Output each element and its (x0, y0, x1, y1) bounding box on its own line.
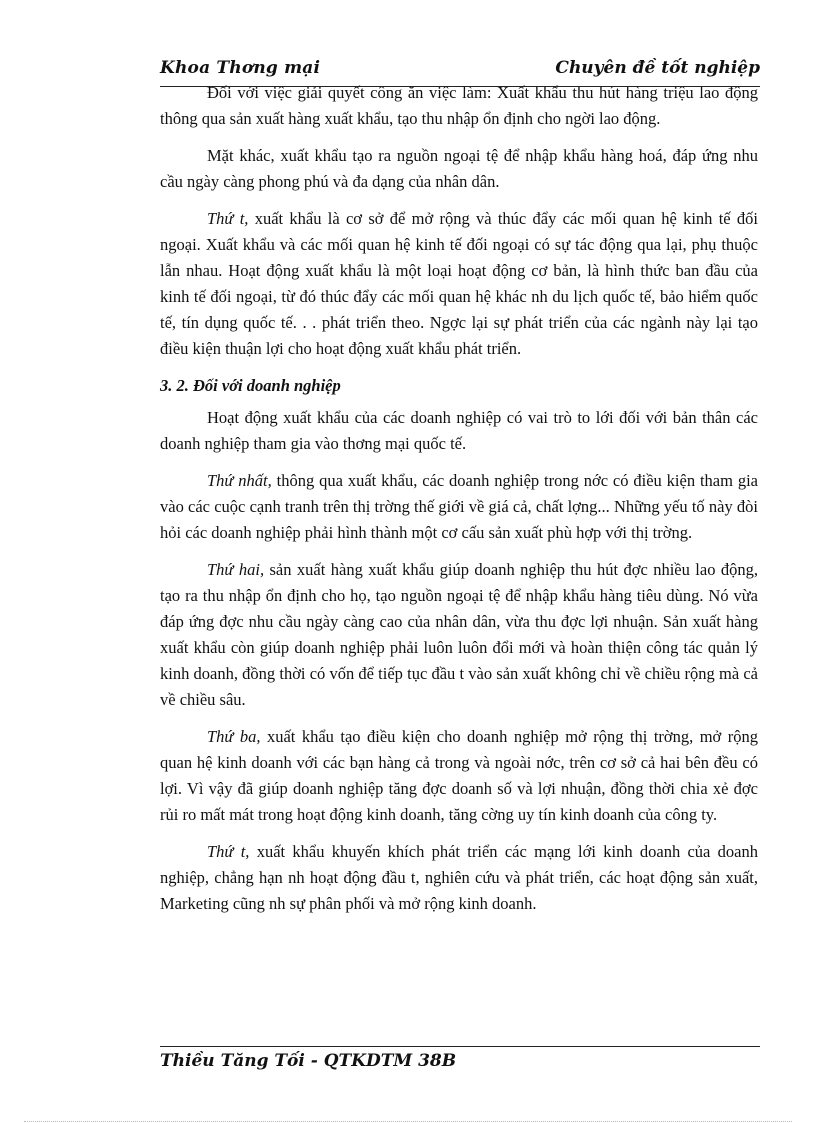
paragraph (160, 405, 758, 457)
paragraph-lead: Thứ hai, (207, 560, 265, 579)
paragraph-text: xuất khẩu khuyến khích phát triển các mạng lới kinh doanh của doanh nghiệp, chẳng hạn nh hoạt động đầu t, nghiên cứu và phát triển, các hoạt động sản xuất, Marketing cũng nh sự phân phối và mở rộng kinh doanh. (160, 842, 758, 913)
paragraph (160, 468, 758, 546)
page-content (160, 80, 758, 928)
paragraph (160, 724, 758, 828)
paragraph-lead: Thứ ba, (207, 727, 261, 746)
header-rule (160, 86, 760, 87)
paragraph (160, 80, 758, 132)
paragraph-text: sản xuất hàng xuất khẩu giúp doanh nghiệp thu hút đợc nhiều lao động, tạo ra thu nhập ổn định cho họ, tạo nguồn ngoại tệ để nhập khẩu hàng tiêu dùng. Nó vừa đáp ứng đợc nhu cầu ngày càng cao của nhân dân, vừa thu đợc lợi nhuận. Sản xuất hàng xuất khẩu còn giúp doanh nghiệp phải luôn luôn đổi mới và hoàn thiện công tác quản lý kinh doanh, đồng thời có vốn để tiếp tục đầu t vào sản xuất không chỉ về chiều rộng mà cả về chiều sâu. (160, 560, 759, 709)
paragraph (160, 206, 758, 362)
section-heading: 3. 2. Đối với doanh nghiệp (160, 376, 341, 395)
paragraph-text: xuất khẩu tạo điều kiện cho doanh nghiệp mở rộng thị trờng, mở rộng quan hệ kinh doanh với các bạn hàng cả trong và ngoài nớc, trên cơ sở cả hai bên đều có lợi. Vì vậy đã giúp doanh nghiệp tăng đợc doanh số và lợi nhuận, đồng thời chia xẻ đợc rủi ro mất mát trong hoạt động kinh doanh, tăng cờng uy tín kinh doanh của công ty. (160, 727, 758, 824)
footer-author: Thiều Tăng Tối - QTKDTM 38B (160, 1051, 457, 1071)
paragraph-lead: Thứ nhất, (207, 471, 272, 490)
paragraph-text: Mặt khác, xuất khẩu tạo ra nguồn ngoại tệ để nhập khẩu hàng hoá, đáp ứng nhu cầu ngày càng phong phú và đa dạng của nhân dân. (160, 146, 758, 191)
paragraph-text: Đối với việc giải quyết công ăn việc làm: Xuất khẩu thu hút hàng triệu lao động thông qua sản xuất hàng xuất khẩu, tạo thu nhập ổn định cho ngời lao động. (160, 83, 758, 128)
paragraph (160, 839, 758, 917)
paragraph-text: thông qua xuất khẩu, các doanh nghiệp trong nớc có điều kiện tham gia vào các cuộc cạnh tranh trên thị trờng thế giới về giá cả, chất lợng... Những yếu tố này đòi hỏi các doanh nghiệp phải hình thành một cơ cấu sản xuất phù hợp với thị trờng. (160, 471, 759, 542)
header-doc-type: Chuyên đề tốt nghiệp (555, 58, 760, 78)
paragraph-text: Hoạt động xuất khẩu của các doanh nghiệp có vai trò to lới đối với bản thân các doanh nghiệp tham gia vào thơng mại quốc tế. (160, 408, 758, 453)
paragraph-lead: Thứ t, (207, 842, 250, 861)
paragraph-lead: Thứ t, (207, 209, 249, 228)
footer-rule (160, 1046, 760, 1047)
paragraph-text: xuất khẩu là cơ sở để mở rộng và thúc đẩy các mối quan hệ kinh tế đối ngoại. Xuất khẩu và các mối quan hệ kinh tế đối ngoại có sự tác động qua lại, phụ thuộc lẫn nhau. Hoạt động xuất khẩu là một loại hoạt động cơ bản, là hình thức ban đầu của kinh tế đối ngoại, từ đó thúc đẩy các mối quan hệ khác nh du lịch quốc tế, bảo hiểm quốc tế, tín dụng quốc tế. . . phát triển theo. Ngợc lại sự phát triển của các ngành này lại tạo điều kiện thuận lợi cho hoạt động xuất khẩu phát triển. (160, 209, 758, 358)
page-edge (24, 1121, 792, 1122)
paragraph (160, 557, 758, 713)
paragraph (160, 143, 758, 195)
header-faculty: Khoa Thơng mại (160, 58, 321, 78)
